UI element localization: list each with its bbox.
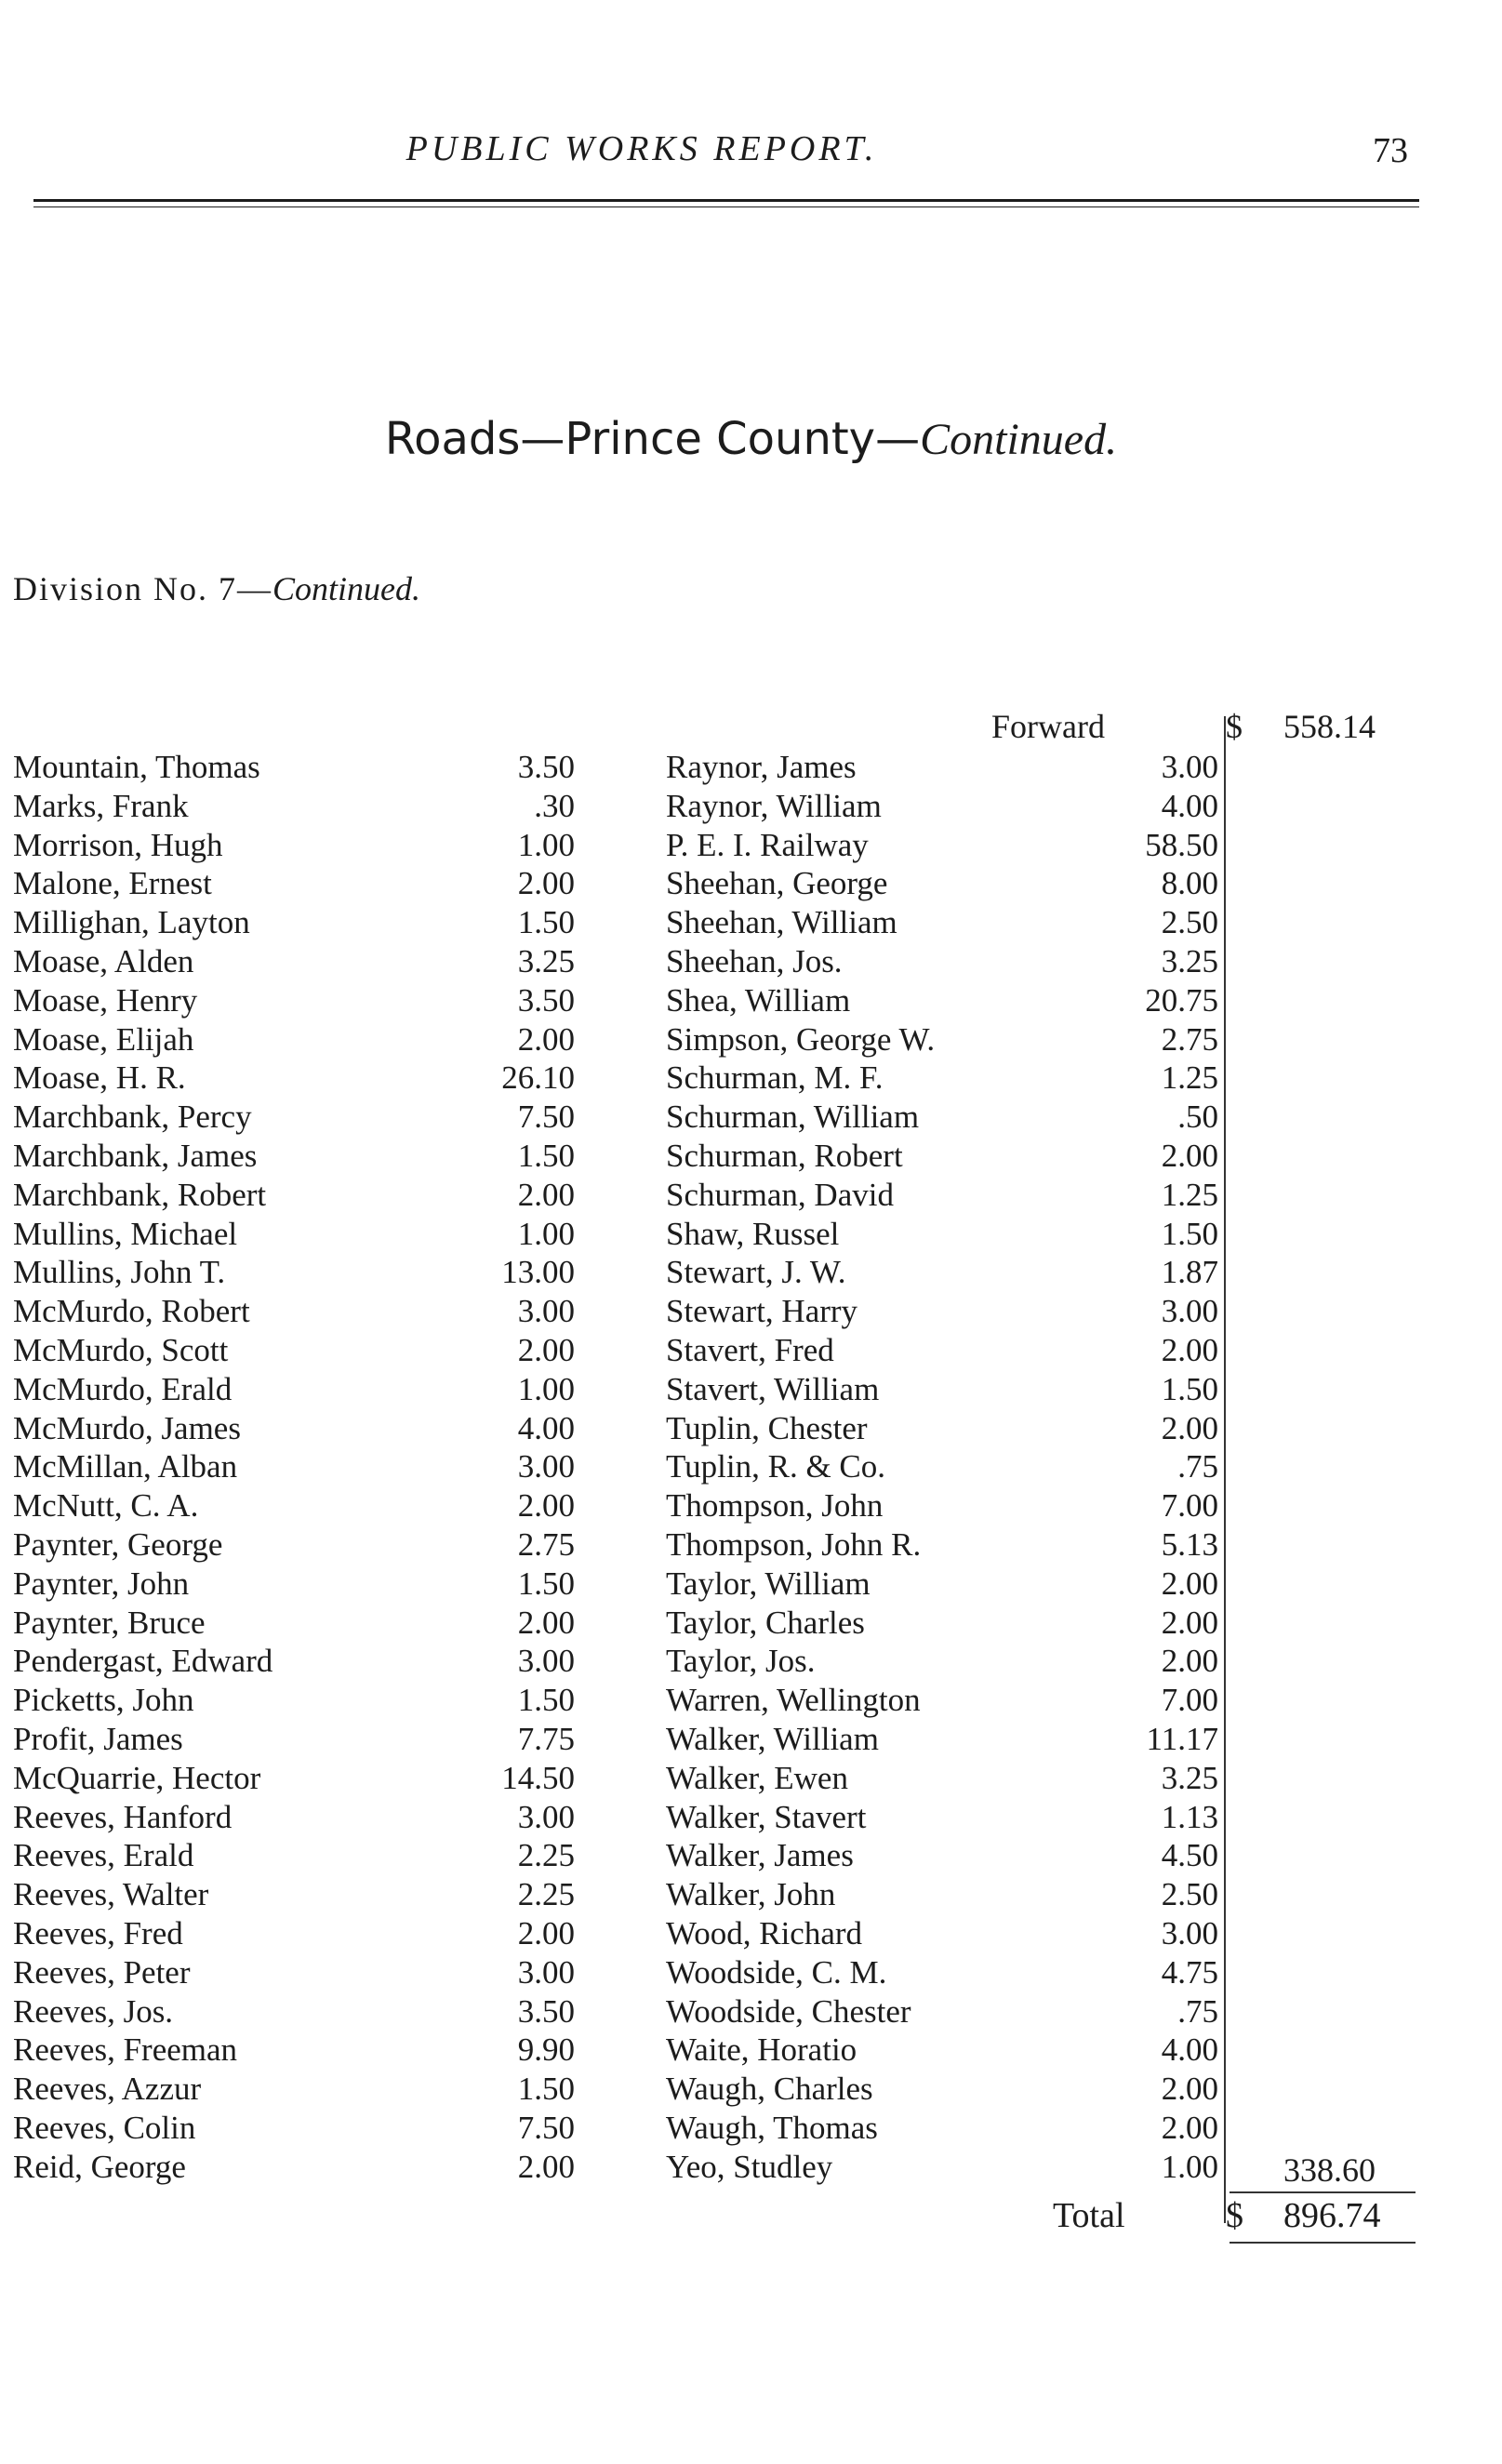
right-entry-name: Schurman, M. F.: [666, 1059, 884, 1096]
left-entry-amount: .30: [534, 788, 575, 824]
right-entry-amount: 1.25: [1161, 1177, 1218, 1213]
left-entry-amount: 13.00: [501, 1254, 575, 1290]
left-entry-amount: 1.50: [517, 1565, 575, 1602]
left-entry-name: McMurdo, James: [13, 1410, 241, 1446]
right-entry-name: Schurman, Robert: [666, 1138, 903, 1174]
right-entry-amount: 3.00: [1161, 749, 1218, 785]
left-entry-name: Marchbank, James: [13, 1138, 258, 1174]
left-entry-amount: 7.50: [517, 2110, 575, 2146]
right-entry-name: P. E. I. Railway: [666, 827, 869, 863]
left-entry-name: Reeves, Hanford: [13, 1799, 233, 1835]
amount-column-rule: [1224, 716, 1226, 2223]
division-heading: [13, 569, 420, 608]
right-entry-amount: 20.75: [1145, 982, 1218, 1019]
right-entry-amount: 2.00: [1161, 1605, 1218, 1641]
right-entry-name: Thompson, John: [666, 1487, 884, 1524]
right-entry-name: Schurman, David: [666, 1177, 894, 1213]
left-entry-name: Marchbank, Robert: [13, 1177, 267, 1213]
left-entry-amount: 1.00: [517, 827, 575, 863]
left-entry-name: Moase, Elijah: [13, 1021, 194, 1058]
total-amount: 896.74: [1283, 2196, 1381, 2235]
right-entry-amount: 2.75: [1161, 1021, 1218, 1058]
right-entry-name: Warren, Wellington: [666, 1682, 921, 1718]
left-entry-name: Profit, James: [13, 1721, 183, 1757]
right-entry-name: Walker, William: [666, 1721, 879, 1757]
left-entry-amount: 1.50: [517, 2071, 575, 2107]
left-entry-name: McQuarrie, Hector: [13, 1760, 261, 1796]
right-entry-amount: 11.17: [1146, 1721, 1218, 1757]
right-entry-name: Shea, William: [666, 982, 851, 1019]
total-rule-top: [1230, 2191, 1416, 2193]
right-entry-name: Taylor, Jos.: [666, 1643, 816, 1679]
left-entry-amount: 3.50: [517, 749, 575, 785]
right-entry-name: Stavert, William: [666, 1371, 880, 1407]
section-title-main: Roads—Prince County—: [384, 413, 921, 465]
left-entry-name: McMurdo, Robert: [13, 1293, 250, 1329]
left-entry-amount: 2.75: [517, 1526, 575, 1563]
left-entry-name: Moase, Alden: [13, 943, 194, 979]
right-entry-amount: 1.50: [1161, 1371, 1218, 1407]
right-entry-name: Walker, Ewen: [666, 1760, 848, 1796]
subtotal-amount: 338.60: [1283, 2151, 1376, 2189]
right-entry-name: Raynor, William: [666, 788, 882, 824]
left-entry-amount: 1.00: [517, 1216, 575, 1252]
left-entry-name: Moase, H. R.: [13, 1059, 186, 1096]
right-entry-name: Tuplin, Chester: [666, 1410, 868, 1446]
right-entry-name: Stewart, Harry: [666, 1293, 858, 1329]
right-entry-amount: 4.00: [1161, 788, 1218, 824]
left-entry-amount: 7.50: [517, 1099, 575, 1135]
left-entry-amount: 2.00: [517, 1605, 575, 1641]
left-entry-amount: 9.90: [517, 2031, 575, 2068]
right-entry-name: Woodside, Chester: [666, 1993, 911, 2030]
left-entry-name: Reeves, Peter: [13, 1954, 191, 1991]
right-entry-amount: 2.00: [1161, 1332, 1218, 1368]
right-entry-name: Walker, Stavert: [666, 1799, 867, 1835]
right-entry-amount: 58.50: [1145, 827, 1218, 863]
left-entry-amount: 3.00: [517, 1293, 575, 1329]
section-title-continued: Continued.: [920, 415, 1118, 464]
left-entry-name: McMurdo, Erald: [13, 1371, 233, 1407]
left-entry-amount: 1.50: [517, 1138, 575, 1174]
left-entry-name: McMurdo, Scott: [13, 1332, 229, 1368]
left-entry-amount: 2.25: [517, 1876, 575, 1912]
left-entry-amount: 2.00: [517, 1021, 575, 1058]
left-entry-amount: 4.00: [517, 1410, 575, 1446]
right-entry-amount: 1.13: [1161, 1799, 1218, 1835]
right-entry-amount: 7.00: [1161, 1682, 1218, 1718]
right-entry-name: Yeo, Studley: [666, 2149, 833, 2185]
left-entry-amount: 3.00: [517, 1448, 575, 1485]
right-entry-amount: 5.13: [1161, 1526, 1218, 1563]
left-entry-amount: 2.00: [517, 865, 575, 901]
right-entry-amount: 2.00: [1161, 2071, 1218, 2107]
left-entry-name: Marks, Frank: [13, 788, 189, 824]
left-entry-amount: 3.00: [517, 1643, 575, 1679]
right-entry-name: Tuplin, R. & Co.: [666, 1448, 886, 1485]
total-label: Total: [1053, 2196, 1125, 2235]
right-entry-name: Walker, John: [666, 1876, 836, 1912]
page-number: 73: [1373, 131, 1408, 170]
right-entry-name: Walker, James: [666, 1837, 854, 1873]
left-entry-name: Paynter, John: [13, 1565, 190, 1602]
forward-label: Forward: [991, 708, 1105, 745]
right-entry-amount: 3.25: [1161, 1760, 1218, 1796]
left-entry-name: Picketts, John: [13, 1682, 194, 1718]
page-header-title: PUBLIC WORKS REPORT.: [405, 129, 878, 168]
left-entry-amount: 2.00: [517, 1177, 575, 1213]
right-entry-name: Schurman, William: [666, 1099, 920, 1135]
right-entry-name: Raynor, James: [666, 749, 857, 785]
right-entry-amount: 2.00: [1161, 1643, 1218, 1679]
right-entry-amount: 1.50: [1161, 1216, 1218, 1252]
right-entry-amount: 2.00: [1161, 1410, 1218, 1446]
left-entry-amount: 2.00: [517, 2149, 575, 2185]
header-rule-bottom: [33, 206, 1419, 207]
right-entry-name: Waite, Horatio: [666, 2031, 857, 2068]
right-entry-name: Waugh, Charles: [666, 2071, 873, 2107]
right-entry-name: Shaw, Russel: [666, 1216, 840, 1252]
right-entry-name: Thompson, John R.: [666, 1526, 922, 1563]
division-label: Division No. 7—: [13, 570, 273, 607]
forward-amount: 558.14: [1283, 708, 1376, 745]
left-entry-amount: 3.00: [517, 1954, 575, 1991]
right-entry-amount: 3.00: [1161, 1293, 1218, 1329]
right-entry-amount: .50: [1177, 1099, 1218, 1135]
right-entry-name: Stavert, Fred: [666, 1332, 834, 1368]
right-entry-amount: 3.00: [1161, 1915, 1218, 1951]
left-entry-name: Reeves, Freeman: [13, 2031, 238, 2068]
forward-dollar-sign: $: [1226, 708, 1243, 745]
left-entry-name: Reeves, Fred: [13, 1915, 183, 1951]
right-entry-amount: 2.50: [1161, 904, 1218, 940]
right-entry-amount: 2.00: [1161, 1138, 1218, 1174]
right-entry-name: Sheehan, William: [666, 904, 897, 940]
left-entry-name: Moase, Henry: [13, 982, 198, 1019]
left-entry-name: Reeves, Jos.: [13, 1993, 174, 2030]
right-entry-amount: .75: [1177, 1448, 1218, 1485]
right-entry-name: Wood, Richard: [666, 1915, 863, 1951]
right-entry-amount: 4.50: [1161, 1837, 1218, 1873]
left-entry-amount: 26.10: [501, 1059, 575, 1096]
left-entry-amount: 1.50: [517, 1682, 575, 1718]
left-entry-name: Paynter, George: [13, 1526, 223, 1563]
left-entry-name: Reeves, Azzur: [13, 2071, 202, 2107]
right-entry-amount: 2.00: [1161, 1565, 1218, 1602]
right-entry-amount: 2.00: [1161, 2110, 1218, 2146]
left-entry-name: McMillan, Alban: [13, 1448, 238, 1485]
right-entry-name: Simpson, George W.: [666, 1021, 936, 1058]
left-entry-amount: 3.50: [517, 1993, 575, 2030]
left-entry-amount: 1.50: [517, 904, 575, 940]
right-entry-name: Waugh, Thomas: [666, 2110, 878, 2146]
left-entry-name: Mullins, Michael: [13, 1216, 238, 1252]
total-rule-bottom: [1230, 2242, 1416, 2244]
left-entry-name: Morrison, Hugh: [13, 827, 223, 863]
right-entry-amount: 8.00: [1161, 865, 1218, 901]
left-entry-amount: 2.25: [517, 1837, 575, 1873]
right-entry-name: Sheehan, George: [666, 865, 888, 901]
left-entry-name: Reeves, Erald: [13, 1837, 194, 1873]
right-entry-amount: 4.75: [1161, 1954, 1218, 1991]
left-entry-name: Mullins, John T.: [13, 1254, 226, 1290]
left-entry-amount: 2.00: [517, 1915, 575, 1951]
right-entry-amount: .75: [1177, 1993, 1218, 2030]
section-title: [0, 413, 1502, 465]
left-entry-name: Millighan, Layton: [13, 904, 250, 940]
right-entry-name: Sheehan, Jos.: [666, 943, 843, 979]
left-entry-name: Marchbank, Percy: [13, 1099, 252, 1135]
right-entry-name: Taylor, William: [666, 1565, 871, 1602]
right-entry-name: Taylor, Charles: [666, 1605, 865, 1641]
left-entry-name: Reeves, Colin: [13, 2110, 196, 2146]
left-entry-name: Reid, George: [13, 2149, 186, 2185]
left-entry-amount: 2.00: [517, 1332, 575, 1368]
total-dollar-sign: $: [1226, 2196, 1243, 2235]
left-entry-name: Pendergast, Edward: [13, 1643, 273, 1679]
right-entry-amount: 2.50: [1161, 1876, 1218, 1912]
left-entry-amount: 3.00: [517, 1799, 575, 1835]
left-entry-amount: 3.50: [517, 982, 575, 1019]
left-entry-name: Mountain, Thomas: [13, 749, 260, 785]
left-entry-amount: 3.25: [517, 943, 575, 979]
left-entry-name: Paynter, Bruce: [13, 1605, 206, 1641]
right-entry-amount: 1.25: [1161, 1059, 1218, 1096]
right-entry-name: Woodside, C. M.: [666, 1954, 887, 1991]
right-entry-amount: 1.87: [1161, 1254, 1218, 1290]
left-entry-name: McNutt, C. A.: [13, 1487, 199, 1524]
left-entry-amount: 2.00: [517, 1487, 575, 1524]
right-entry-amount: 3.25: [1161, 943, 1218, 979]
left-entry-amount: 14.50: [501, 1760, 575, 1796]
left-entry-amount: 1.00: [517, 1371, 575, 1407]
right-entry-amount: 4.00: [1161, 2031, 1218, 2068]
right-entry-amount: 1.00: [1161, 2149, 1218, 2185]
left-entry-name: Malone, Ernest: [13, 865, 212, 901]
right-entry-name: Stewart, J. W.: [666, 1254, 846, 1290]
left-entry-name: Reeves, Walter: [13, 1876, 209, 1912]
division-continued: Continued.: [272, 570, 421, 607]
header-rule-top: [33, 199, 1419, 202]
left-entry-amount: 7.75: [517, 1721, 575, 1757]
right-entry-amount: 7.00: [1161, 1487, 1218, 1524]
